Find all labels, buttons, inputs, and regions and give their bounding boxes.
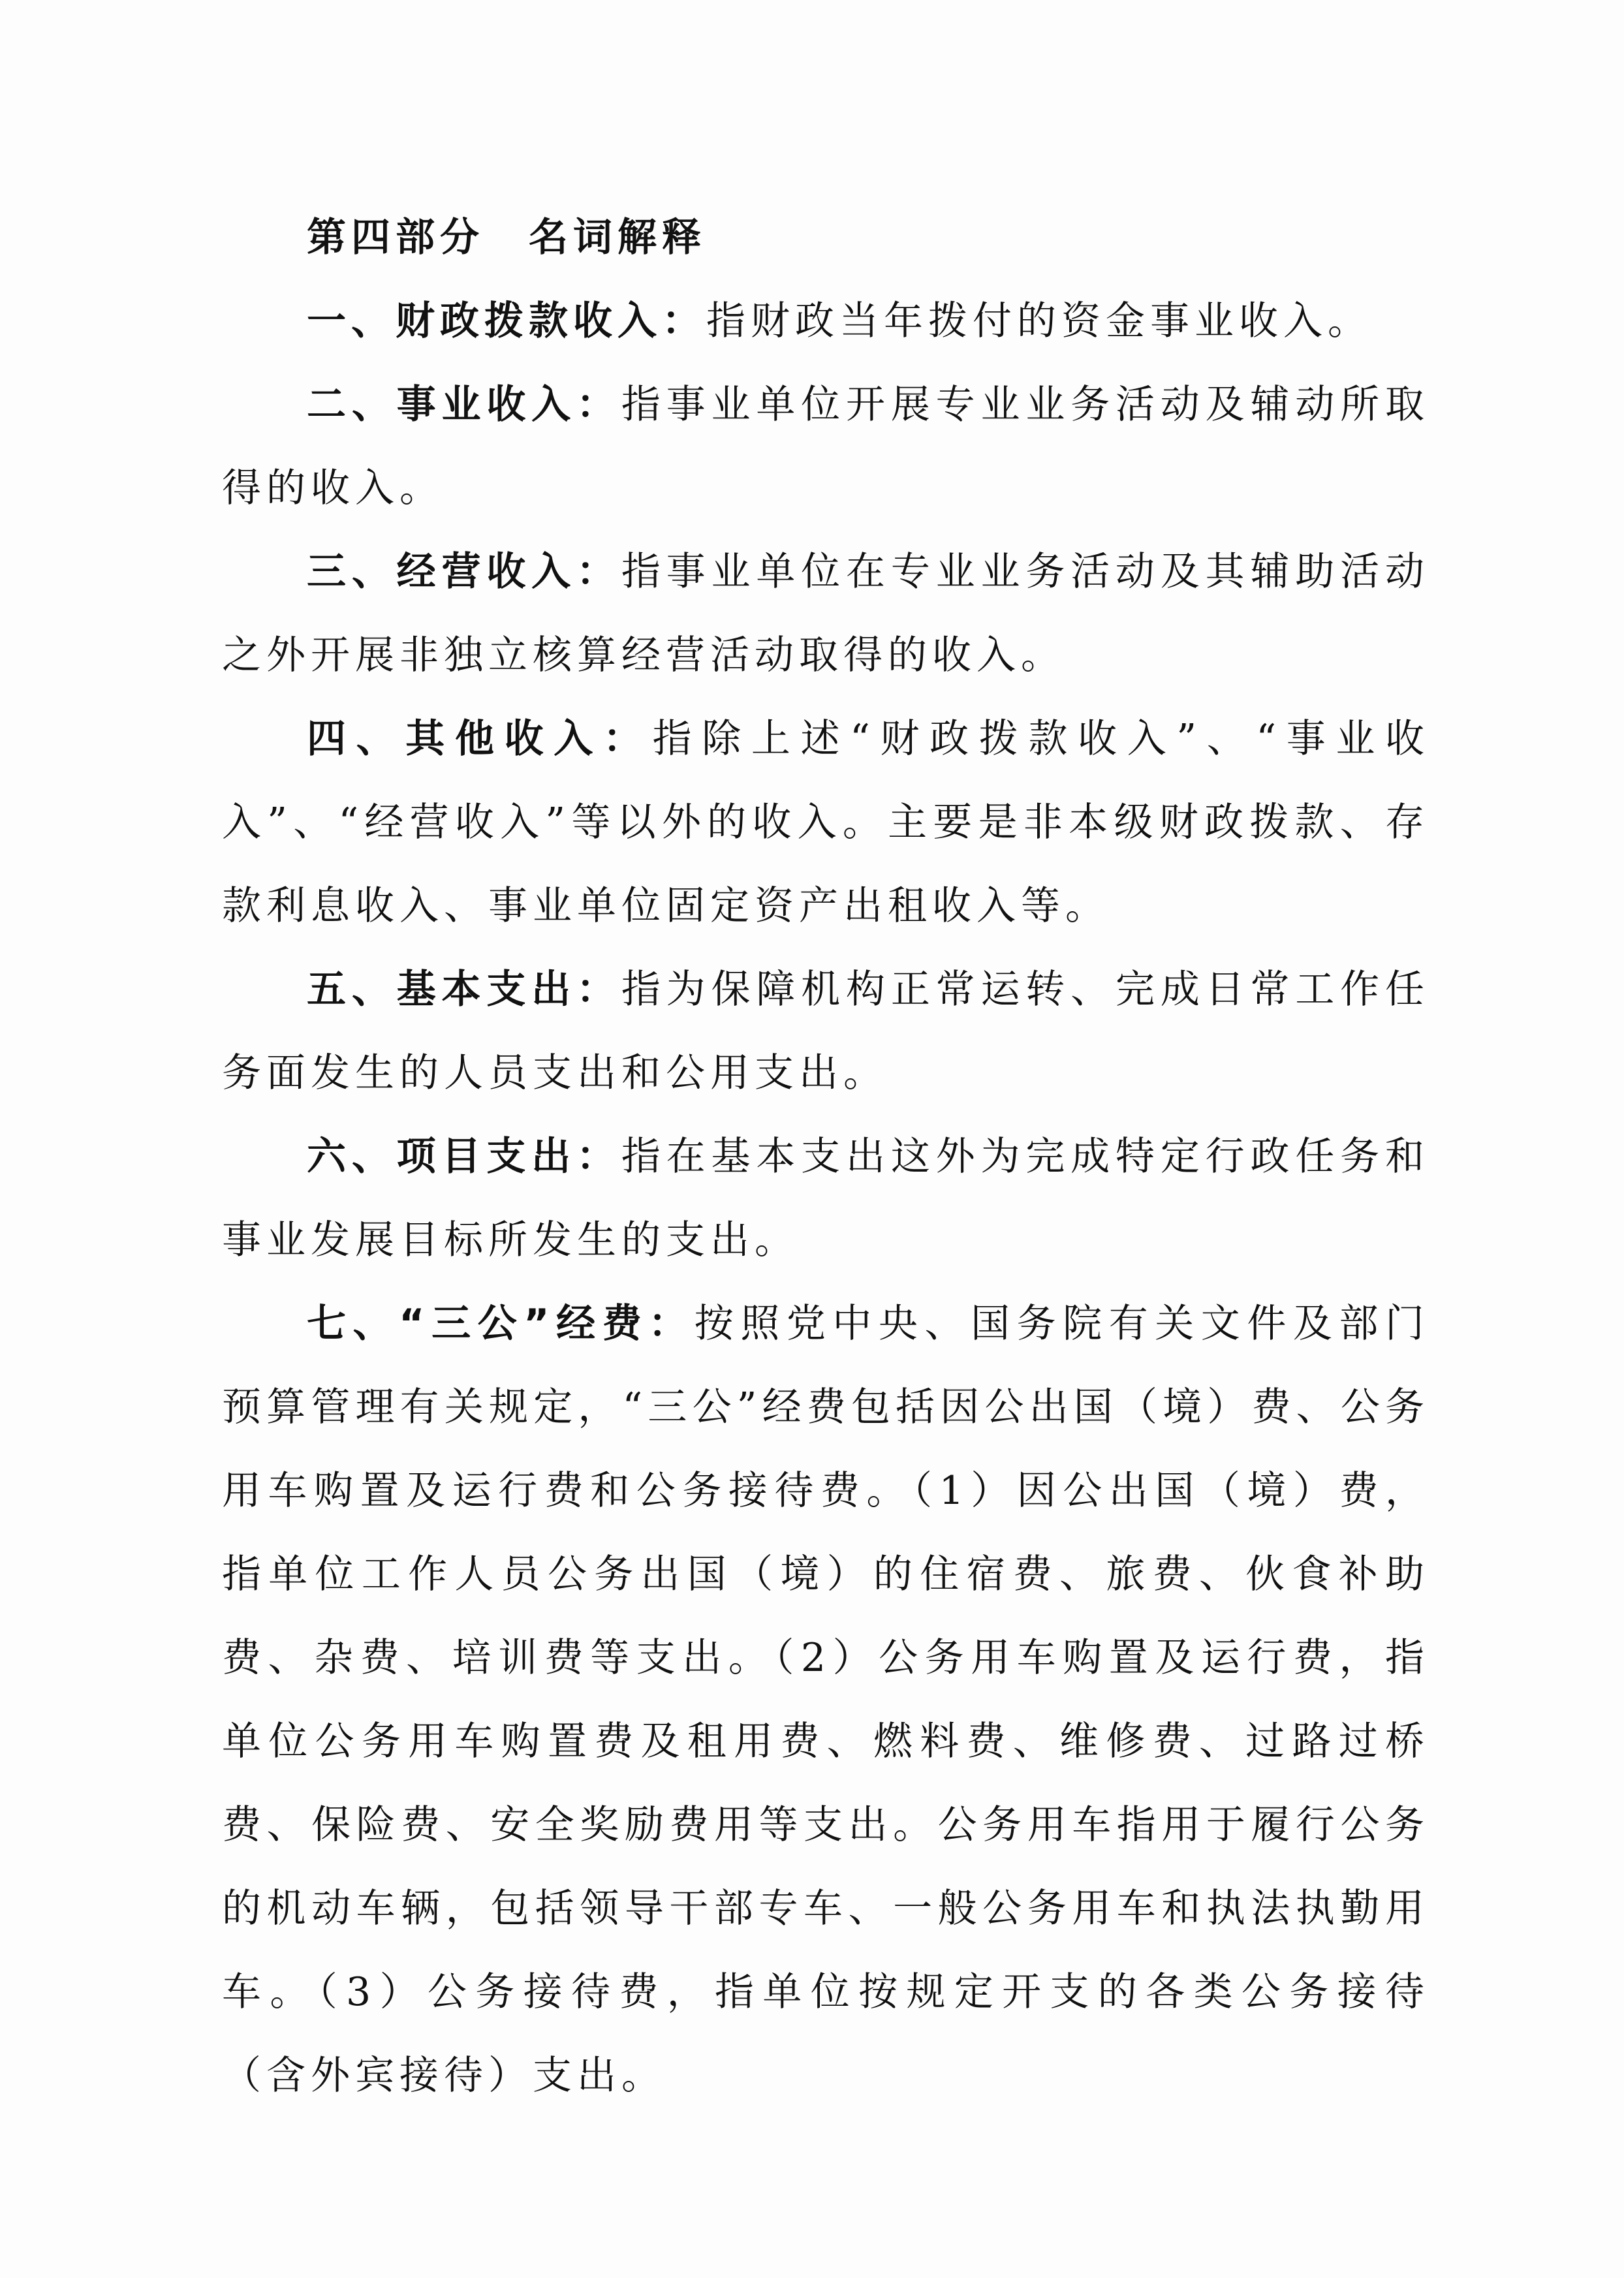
- term-label: 五、基本支出：: [307, 967, 621, 1012]
- definition-business-income: [222, 363, 1429, 530]
- term-label: 一、财政拨款收入：: [307, 298, 706, 344]
- definition-text: 指事业单位在专业业务活动及其辅助活动之外开展非独立核算经营活动取得的收入。: [222, 549, 1430, 678]
- definition-text: 指事业单位开展专业业务活动及辅动所取得的收入。: [222, 382, 1430, 511]
- definition-other-income: [222, 697, 1429, 948]
- term-label: 四、其他收入：: [307, 716, 653, 762]
- section-heading: 第四部分 名词解释: [307, 215, 706, 260]
- definition-project-expenditure: [222, 1115, 1429, 1282]
- term-label: 七、“三公”经费：: [307, 1301, 695, 1347]
- definition-text: 指为保障机构正常运转、完成日常工作任务面发生的人员支出和公用支出。: [222, 967, 1430, 1096]
- definition-text: 指在基本支出这外为完成特定行政任务和事业发展目标所发生的支出。: [222, 1134, 1430, 1263]
- term-label: 三、经营收入：: [307, 549, 621, 595]
- definition-fiscal-appropriation-income: [222, 279, 1429, 363]
- definition-three-public-expenses: [222, 1282, 1429, 2117]
- definition-basic-expenditure: [222, 948, 1429, 1115]
- definition-text: 指除上述“财政拨款收入”、“事业收入”、“经营收入”等以外的收入。主要是非本级财政拨款、存款利息收入、事业单位固定资产出租收入等。: [222, 716, 1429, 929]
- definition-operating-income: [222, 530, 1429, 697]
- term-label: 二、事业收入：: [307, 382, 621, 428]
- document-body: [222, 196, 1429, 2117]
- definition-text: 按照党中央、国务院有关文件及部门预算管理有关规定，“三公”经费包括因公出国（境）费、公务用车购置及运行费和公务接待费。（1）因公出国（境）费，指单位工作人员公务出国（境）的住宿费、旅费、伙食补助费、杂费、培训费等支出。（2）公务用车购置及运行费，指单位公务用车购置费及租用费、燃料费、维修费、过路过桥费、保险费、安全奖励费用等支出。公务用车指用于履行公务的机动车辆，包括领导干部专车、一般公务用车和执法执勤用车。（3）公务接待费，指单位按规定开支的各类公务接待（含外宾接待）支出。: [222, 1301, 1429, 2099]
- definition-text: 指财政当年拨付的资金事业收入。: [706, 298, 1372, 344]
- term-label: 六、项目支出：: [307, 1134, 621, 1179]
